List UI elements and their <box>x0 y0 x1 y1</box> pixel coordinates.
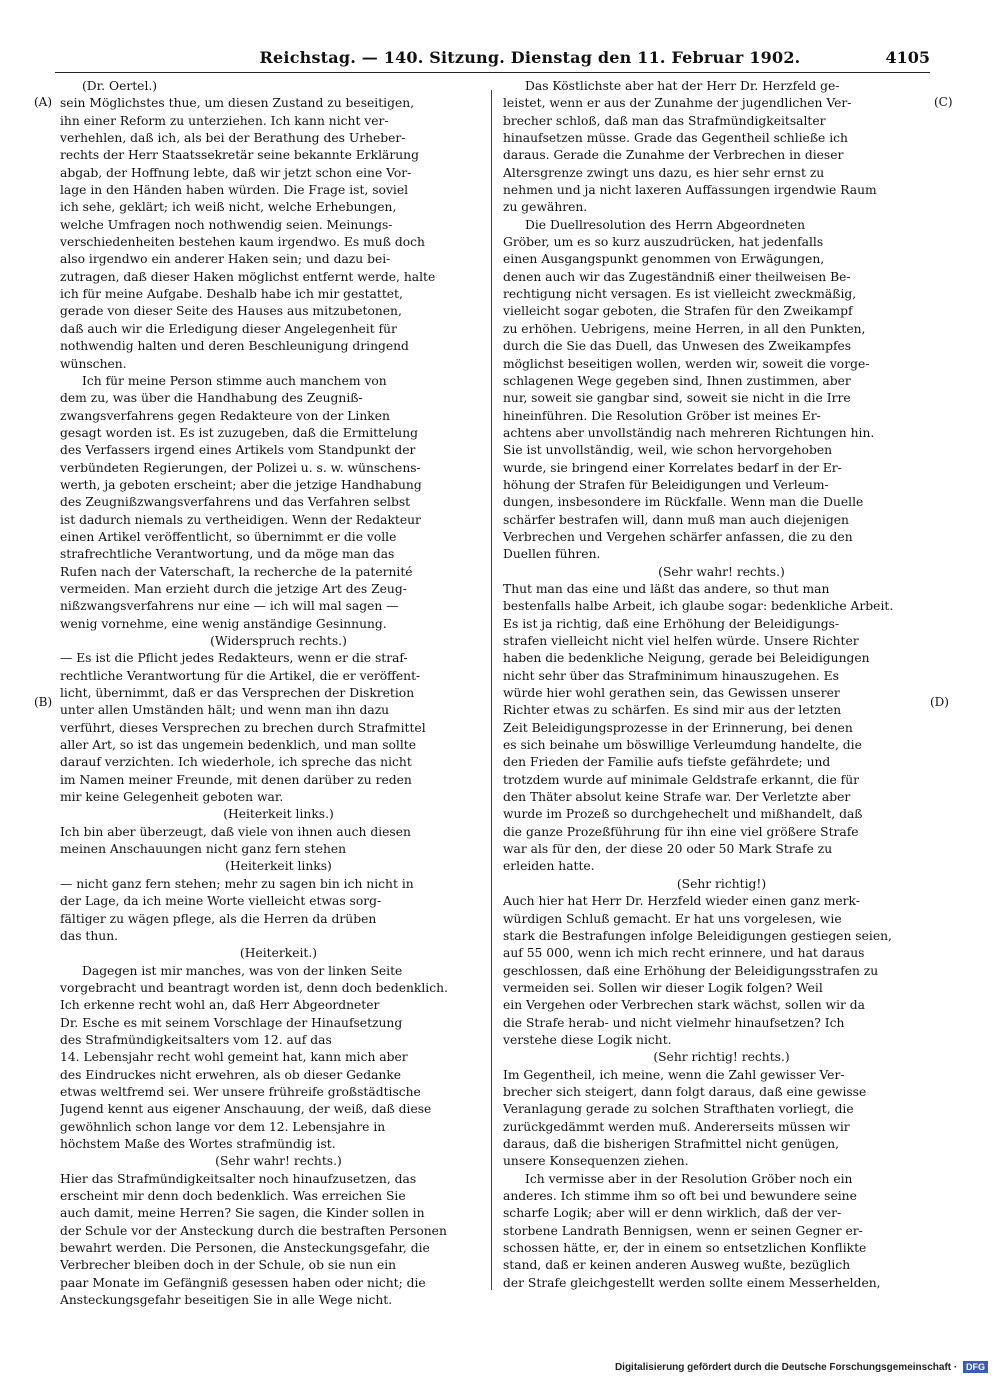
text-line: gerade von dieser Seite des Hauses aus mitzubetonen, <box>60 304 402 319</box>
text-line: fältiger zu wägen pflege, als die Herren da drüben <box>60 911 377 926</box>
text-line: bestenfalls halbe Arbeit, ich glaube sogar: bedenkliche Arbeit. <box>503 599 894 614</box>
text-line: Dagegen ist mir manches, was von der linken Seite <box>82 963 403 978</box>
text-line: geschlossen, daß eine Erhöhung der Beleidigungsstrafen zu <box>503 963 879 978</box>
text-line: im Namen meiner Freunde, mit denen darüber zu reden <box>60 772 412 787</box>
text-line: hinaufsetzen müsse. Grade das Gegentheil schließe ich <box>503 131 848 146</box>
text-line: hineinführen. Die Resolution Gröber ist meines Er- <box>503 408 821 423</box>
footer-text: Digitalisierung gefördert durch die Deutsche Forschungsgemeinschaft · <box>614 1362 958 1373</box>
margin-marker-d: (D) <box>930 695 949 709</box>
interjection-line: (Sehr richtig! rechts.) <box>653 1050 790 1065</box>
text-line: trotzdem wurde auf minimale Geldstrafe erkannt, die für <box>503 772 859 787</box>
text-line: stand, daß er keinen anderen Ausweg wußte, bezüglich <box>503 1258 851 1273</box>
text-line: erleiden hatte. <box>503 859 595 874</box>
interjection-line: (Heiterkeit links.) <box>223 807 334 822</box>
text-line: durch die Sie das Duell, das Unwesen des Zweikampfes <box>503 339 852 354</box>
interjection-line: (Sehr richtig!) <box>676 876 767 891</box>
text-line: darauf verzichten. Ich wiederhole, ich spreche das nicht <box>60 755 412 770</box>
text-line: lage in den Händen haben würden. Die Frage ist, soviel <box>60 183 409 198</box>
interjection-line: (Sehr wahr! rechts.) <box>658 564 785 579</box>
footer-credit <box>615 1361 988 1373</box>
text-line: verführt, dieses Versprechen zu brechen durch Strafmittel <box>60 720 426 735</box>
text-line: Sie ist unvollständig, weil, wie schon hervorgehoben <box>503 443 833 458</box>
text-line: nißzwangsverfahrens nur eine — ich will mal sagen — <box>60 599 399 614</box>
text-line: — nicht ganz fern stehen; mehr zu sagen bin ich nicht in <box>60 876 414 891</box>
text-line: meinen Anschauungen nicht ganz fern stehen <box>60 842 347 857</box>
text-line: daraus. Gerade die Zunahme der Verbrechen in dieser <box>503 148 844 163</box>
text-line: wünschen. <box>60 356 127 371</box>
interjection-line: (Widerspruch rechts.) <box>210 634 347 648</box>
text-line: die Strafe herab- und nicht vielmehr hinaufsetzen? Ich <box>503 1015 845 1030</box>
text-line: haben die bedenkliche Neigung, gerade bei Beleidigungen <box>503 651 870 666</box>
text-line: des Zeugnißzwangsverfahrens und das Verfahren selbst <box>60 495 411 510</box>
text-line: daß auch wir die Erledigung dieser Angelegenheit für <box>60 321 397 336</box>
text-line: Das Köstlichste aber hat der Herr Dr. Herzfeld ge- <box>525 79 840 93</box>
text-line: erscheint mir denn doch bedenklich. Was erreichen Sie <box>60 1189 406 1203</box>
interjection-line: (Sehr wahr! rechts.) <box>215 1154 342 1169</box>
text-line: auf 55 000, wenn ich mich recht erinnere, und hat daraus <box>503 946 865 961</box>
text-line: zutragen, daß dieser Haken möglichst entfernt werde, halte <box>60 269 436 284</box>
text-line: Rufen nach der Vaterschaft, la recherche de la paternité <box>60 564 413 579</box>
text-line: stark die Bestrafungen infolge Beleidigungen gestiegen seien, <box>503 928 892 943</box>
text-line: sein Möglichstes thue, um diesen Zustand zu beseitigen, <box>60 96 415 111</box>
text-line: der Strafe gleichgestellt werden sollte einem Messerhelden, <box>503 1275 881 1290</box>
text-line: Gröber, um es so kurz auszudrücken, hat jedenfalls <box>503 235 824 250</box>
text-line: Ansteckungsgefahr beseitigen Sie in alle Wege nicht. <box>60 1293 393 1308</box>
text-line: etwas weltfremd sei. Wer unsere frühreife großstädtische <box>60 1084 421 1099</box>
right-column <box>503 78 940 1292</box>
text-line: scharfe Logik; aber will er denn wirklich, daß der ver- <box>503 1206 842 1221</box>
dfg-logo: DFG <box>963 1361 988 1373</box>
text-line: Ich für meine Person stimme auch manchem von <box>82 373 387 388</box>
text-line: Auch hier hat Herr Dr. Herzfeld wieder einen ganz merk- <box>503 894 860 909</box>
text-line: Im Gegentheil, ich meine, wenn die Zahl gewisser Ver- <box>503 1067 845 1082</box>
text-line: (Dr. Oertel.) <box>82 79 158 93</box>
text-line: gewöhnlich schon lange vor dem 12. Lebensjahre in <box>60 1119 386 1134</box>
text-line: war als für den, der diese 20 oder 50 Mark Strafe zu <box>503 842 833 857</box>
text-line: ein Vergehen oder Verbrechen stark wächst, sollen wir da <box>503 998 865 1013</box>
text-line: ich für meine Aufgabe. Deshalb habe ich mir gestattet, <box>60 287 403 302</box>
text-line: verstehe diese Logik nicht. <box>503 1032 672 1047</box>
text-line: des Verfassers irgend eines Artikels vom Standpunkt der <box>60 443 416 458</box>
text-line: Altersgrenze zwingt uns dazu, es hier sehr ernst zu <box>503 165 825 180</box>
text-line: anderes. Ich stimme ihm so oft bei und bewundere seine <box>503 1189 857 1203</box>
text-line: auch damit, meine Herren? Sie sagen, die Kinder sollen in <box>60 1206 425 1221</box>
text-line: vielleicht sogar geboten, die Strafen für den Zweikampf <box>503 304 853 319</box>
text-line: Veranlagung gerade zu solchen Strafthaten vorliegt, die <box>503 1102 854 1117</box>
text-line: wurde, sie bringend einer Korrelates bedarf in der Er- <box>503 460 842 475</box>
text-line: mir keine Gelegenheit geboten war. <box>60 790 284 805</box>
text-line: zwangsverfahrens gegen Redakteure von der Linken <box>60 408 390 423</box>
text-line: — Es ist die Pflicht jedes Redakteurs, wenn er die straf- <box>60 651 408 666</box>
text-line: Zeit Beleidigungsprozesse in der Erinnerung, bei denen <box>503 720 853 735</box>
text-line: höchstem Maße des Wortes strafmündig ist. <box>60 1136 336 1151</box>
text-line: wurde im Prozeß so durchgehechelt und mißhandelt, daß <box>503 807 863 822</box>
interjection-line: (Heiterkeit links) <box>225 859 332 874</box>
text-line: vermeiden sei. Sollen wir dieser Logik folgen? Weil <box>503 980 823 995</box>
text-line: zurückgedämmt werden muß. Andererseits müssen wir <box>503 1119 850 1134</box>
text-line: storbene Landrath Bennigsen, wenn er seinen Gegner er- <box>503 1223 863 1238</box>
text-line: Jugend kennt aus eigener Anschauung, der weiß, daß diese <box>60 1102 432 1117</box>
text-line: werth, ja geboten erscheint; aber die jetzige Handhabung <box>60 477 422 492</box>
text-line: brecher schloß, daß man das Strafmündigkeitsalter <box>503 113 826 128</box>
text-line: schärfer bestrafen will, dann muß man auch diejenigen <box>503 512 849 527</box>
text-line: unter allen Umständen hält; und wenn man ihn dazu <box>60 703 390 718</box>
text-line: leistet, wenn er aus der Zunahme der jugendlichen Ver- <box>503 96 852 111</box>
text-line: Verbrecher bleiben doch in der Schule, ob sie nun ein <box>60 1258 397 1273</box>
text-line: Hier das Strafmündigkeitsalter noch hinaufzusetzen, das <box>60 1171 417 1186</box>
text-line: ist dadurch niemals zu vertheidigen. Wenn der Redakteur <box>60 512 421 527</box>
text-line: achtens aber unvollständig nach mehreren Richtungen hin. <box>503 425 875 440</box>
text-line: rechtigung nicht versagen. Es ist vielleicht zweckmäßig, <box>503 287 857 302</box>
text-line: des Strafmündigkeitsalters vom 12. auf das <box>60 1032 332 1047</box>
text-line: Thut man das eine und läßt das andere, so thut man <box>503 581 830 596</box>
text-line: der Lage, da ich meine Worte vielleicht etwas sorg- <box>60 894 382 909</box>
text-line: zu gewähren. <box>503 200 588 215</box>
text-line: welche Umfragen noch nothwendig seien. Meinungs- <box>60 217 393 232</box>
text-line: vermeiden. Man erzieht durch die jetzige Art des Zeug- <box>60 581 407 596</box>
text-line: Verbrechen und Vergehen schärfer anfassen, die zu den <box>503 529 853 544</box>
text-line: brecher sich steigert, dann folgt daraus, daß eine gewisse <box>503 1084 867 1099</box>
text-line: gesagt worden ist. Es ist zuzugeben, daß die Ermittelung <box>60 425 418 440</box>
page-number: 4105 <box>885 48 930 67</box>
text-line: würdigen Schluß gemacht. Er hat uns vorgelesen, wie <box>503 911 842 926</box>
text-line: Ich vermisse aber in der Resolution Gröber noch ein <box>525 1171 853 1186</box>
interjection-line: (Heiterkeit.) <box>239 946 318 961</box>
left-column <box>60 78 497 1309</box>
text-line: nur, soweit sie gangbar sind, soweit sie nicht in die Irre <box>503 391 851 406</box>
text-line: unsere Konsequenzen ziehen. <box>503 1154 689 1169</box>
text-line: Ich erkenne recht wohl an, daß Herr Abgeordneter <box>60 998 380 1013</box>
text-line: den Frieden der Familie aufs tiefste gefährdete; und <box>503 755 831 770</box>
text-line: würde hier wohl gerathen sein, das Gewissen unserer <box>503 686 840 701</box>
text-line: aller Art, so ist das ungemein bedenklich, und man sollte <box>60 738 417 753</box>
margin-marker-a: (A) <box>34 95 53 109</box>
text-line: ihn einer Reform zu unterziehen. Ich kann nicht ver- <box>60 113 389 128</box>
text-line: also irgendwo ein anderer Haken sein; und dazu bei- <box>60 252 391 267</box>
text-line: nehmen und ja nicht laxeren Auffassungen irgendwie Raum <box>503 183 877 198</box>
text-line: dungen, insbesondere im Rückfalle. Wenn man die Duelle <box>503 495 864 510</box>
text-line: höhung der Strafen für Beleidigungen und Verleum- <box>503 477 829 492</box>
text-line: 14. Lebensjahr recht wohl gemeint hat, kann mich aber <box>60 1050 408 1065</box>
text-line: vorgebracht und beantragt worden ist, denn doch bedenklich. <box>60 980 448 995</box>
running-title: Reichstag. — 140. Sitzung. Dienstag den 11. Februar 1902. <box>259 48 801 67</box>
text-line: das thun. <box>60 928 119 943</box>
text-line: rechts der Herr Staatssekretär seine bekannte Erklärung <box>60 148 419 163</box>
text-line: nicht sehr über das Strafminimum hinauszugehen. Es <box>503 668 839 683</box>
text-line: bewahrt werden. Die Personen, die Ansteckungsgefahr, die <box>60 1241 430 1256</box>
page-header <box>55 48 930 70</box>
text-line: der Schule vor der Ansteckung durch die bestraften Personen <box>60 1223 447 1238</box>
text-line: Dr. Esche es mit seinem Vorschlage der Hinaufsetzung <box>60 1015 403 1030</box>
margin-marker-c: (C) <box>934 95 953 109</box>
text-line: zu erhöhen. Uebrigens, meine Herren, in all den Punkten, <box>503 321 866 336</box>
text-line: möglichst beseitigen wollen, werden wir, soweit die vorge- <box>503 356 870 371</box>
text-line: dem zu, was über die Handhabung des Zeugniß- <box>60 391 363 406</box>
text-line: nothwendig halten und deren Beschleunigung dringend <box>60 339 409 354</box>
text-line: Richter etwas zu schärfen. Es sind mir aus der letzten <box>503 703 842 718</box>
text-line: verbündeten Regierungen, der Polizei u. s. w. wünschens- <box>60 460 421 475</box>
text-line: daraus, daß die bisherigen Strafmittel nicht genügen, <box>503 1136 840 1151</box>
text-line: Es ist ja richtig, daß eine Erhöhung der Beleidigungs- <box>503 616 840 631</box>
text-line: Ich bin aber überzeugt, daß viele von ihnen auch diesen <box>60 824 411 839</box>
text-line: strafen vielleicht nicht viel helfen würde. Unsere Richter <box>503 634 859 648</box>
text-line: es sich beinahe um böswillige Verleumdung handelte, die <box>503 738 862 753</box>
text-line: verschiedenheiten bestehen kaum irgendwo. Es muß doch <box>60 235 425 250</box>
text-line: einen Artikel veröffentlicht, so übernimmt er die volle <box>60 529 397 544</box>
text-line: des Eindruckes nicht erwehren, als ob dieser Gedanke <box>60 1067 402 1082</box>
text-line: licht, übernimmt, daß er das Versprechen der Diskretion <box>60 686 415 701</box>
text-line: rechtliche Verantwortung für die Artikel, die er veröffent- <box>60 668 421 683</box>
text-line: ich sehe, geklärt; ich weiß nicht, welche Erhebungen, <box>60 200 397 215</box>
text-line: Die Duellresolution des Herrn Abgeordneten <box>525 217 806 232</box>
text-line: strafrechtliche Verantwortung, und da möge man das <box>60 547 395 562</box>
text-line: abgab, der Hoffnung lebte, daß wir jetzt schon eine Vor- <box>60 165 412 180</box>
text-line: den Thäter absolut keine Strafe war. Der Verletzte aber <box>503 790 851 805</box>
text-line: Duellen führen. <box>503 547 601 562</box>
margin-marker-b: (B) <box>34 695 53 709</box>
text-line: wenig vornehme, eine wenig anständige Gesinnung. <box>60 616 387 631</box>
text-line: die ganze Prozeßführung für ihn eine viel größere Strafe <box>503 824 859 839</box>
text-line: schossen hätte, er, der in einem so entsetzlichen Konflikte <box>503 1241 867 1256</box>
text-line: denen auch wir das Zugeständniß einer theilweisen Be- <box>503 269 851 284</box>
text-line: verhehlen, daß ich, als bei der Berathung des Urheber- <box>60 131 406 146</box>
text-line: paar Monate im Gefängniß gesessen haben oder nicht; die <box>60 1275 426 1290</box>
column-divider <box>491 90 492 1290</box>
text-line: schlagenen Wege gegeben sind, Ihnen zustimmen, aber <box>503 373 851 388</box>
text-line: einen Ausgangspunkt genommen von Erwägungen, <box>503 252 825 267</box>
header-rule <box>55 72 930 73</box>
